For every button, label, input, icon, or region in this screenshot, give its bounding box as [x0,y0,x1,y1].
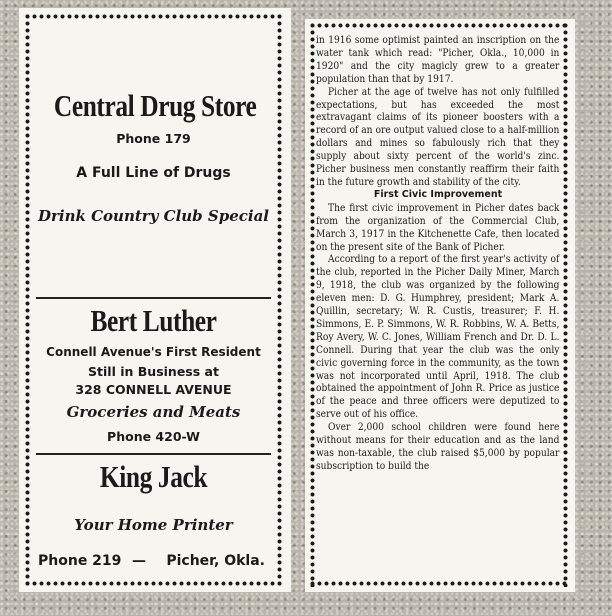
luther-address: 328 CONNELL AVENUE [75,382,232,397]
article-paragraph: According to a report of the first year's activity of the club, reported in the Picher Daily Miner, March 9, 1918, the club was organized by the following eleven men: D. G. Humphrey, president; Mark A. Quillin, secretary; W. R. Custis, treasurer; F. H. Simmons, E. P. Simmons, W. R. Robbins, W. A. Betts, Roy Avery, W. C. Jones, William French and Dr. D. L. Connell. During that year the club was the only civic governing force in the community, as the town was not incorporated until April, 1918. The club obtained the appointment of John R. Price as justice of the peace and three officers were deputized to serve out of his office. [316,253,560,421]
drug-store-slogan: Drink Country Club Special [37,207,270,225]
right-page-border-bottom [309,580,569,587]
luther-line2: Still in Business at [88,364,219,379]
luther-goods: Groceries and Meats [66,403,241,421]
drug-store-phone: Phone 179 [116,131,191,146]
king-jack-title: King Jack [99,459,208,494]
king-jack-location: Picher, Okla. [166,553,265,569]
ad-divider-1 [36,297,271,299]
drug-store-line: A Full Line of Drugs [76,165,231,181]
king-jack-phone: Phone 219 [38,553,122,569]
luther-line1: Connell Avenue's First Resident [46,345,261,359]
article-column [316,34,560,473]
article-paragraph: in 1916 some optimist painted an inscription on the water tank which read: "Picher, Okla., 10,000 in 1920" and the city magicly grew to a greater population than that by 1917. [316,34,560,85]
luther-title: Bert Luther [90,303,217,338]
article-heading: First Civic Improvement [373,188,503,200]
article-paragraph: The first civic improvement in Picher dates back from the organization of the Commercial Club, March 3, 1917 in the Kitchenette Cafe, then located on the present site of the Bank of Picher. [316,201,560,253]
left-ads-column [24,0,283,616]
ad-divider-2 [36,453,271,455]
right-page-border-right [562,22,569,587]
article-paragraph: Over 2,000 school children were found here without means for their education and as the land was non-taxable, the club raised $5,000 by popular subscription to build the [316,421,560,472]
king-jack-slogan: Your Home Printer [74,516,233,534]
right-page-border-left [309,22,316,587]
article-paragraph: Picher at the age of twelve has not only fulfilled expectations, but has exceeded the most extravagant claims of its pioneer boosters with a record of an ore output valued close to a half-million dollars and mines so fabulously rich that they supply about sixty percent of the world's zinc. Picher business men constantly reaffirm their faith in the future growth and stability of the city. [316,85,560,188]
luther-phone: Phone 420-W [107,429,200,444]
drug-store-title: Central Drug Store [53,88,257,123]
right-page-border-top [309,22,569,29]
king-jack-dash: — [132,553,146,569]
